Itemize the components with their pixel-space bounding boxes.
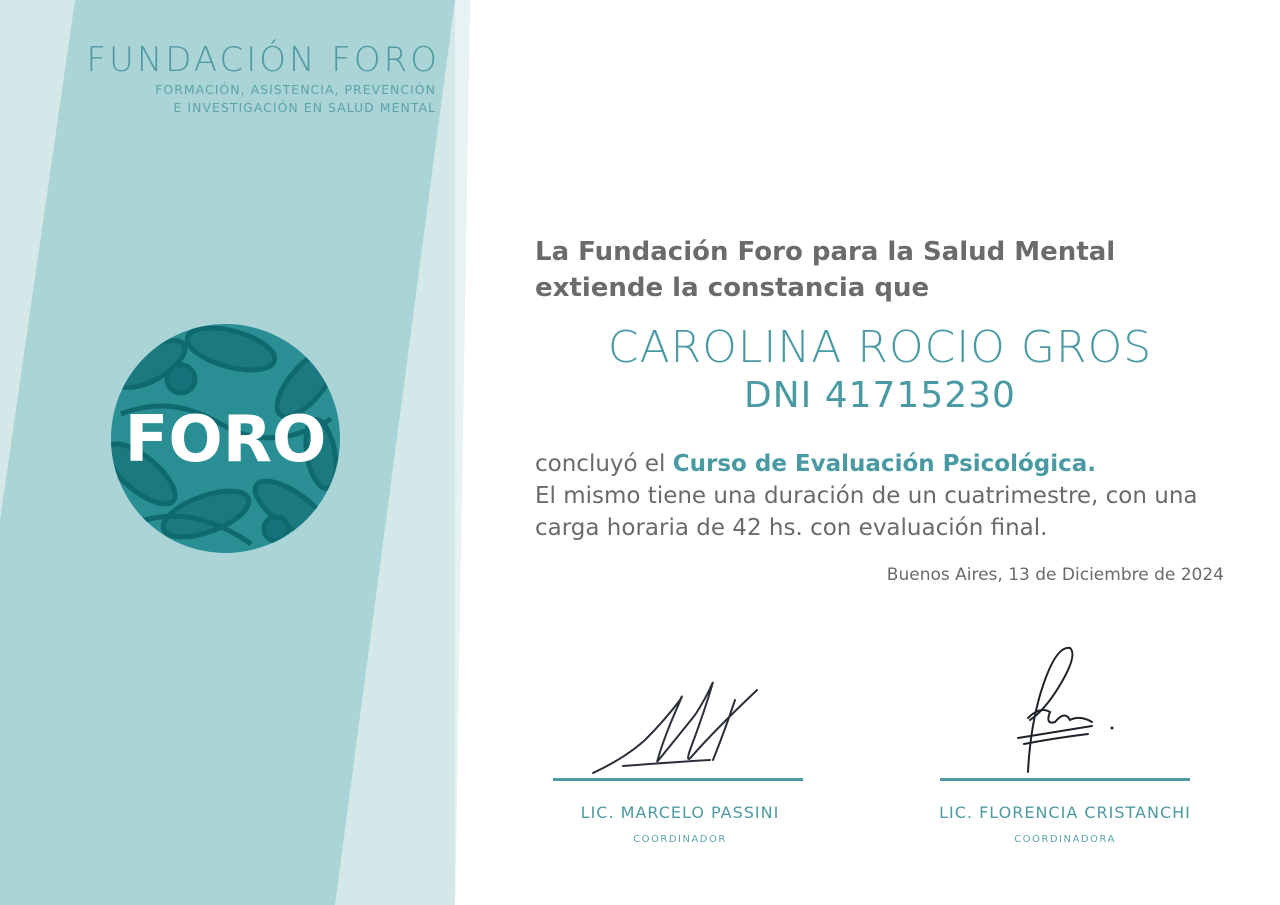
signatory-name-1: LIC. MARCELO PASSINI (580, 803, 780, 822)
organization-name: FUNDACIÓN FORO (86, 40, 440, 80)
signatory-name-2: LIC. FLORENCIA CRISTANCHI (939, 803, 1191, 822)
completion-prefix: concluyó el (535, 451, 666, 477)
issue-date: Buenos Aires, 13 de Diciembre de 2024 (886, 565, 1224, 585)
signature-line-2 (940, 778, 1190, 781)
signatory-role-1: COORDINADOR (633, 834, 727, 845)
certificate-body (535, 448, 1235, 544)
course-details: El mismo tiene una duración de un cuatrimestre, con una carga horaria de 42 hs. con evaluación final. (535, 483, 1198, 541)
signature-marcelo-passini (585, 670, 775, 780)
tagline-line-2: E INVESTIGACIÓN EN SALUD MENTAL (173, 100, 436, 115)
recipient-dni: DNI 41715230 (744, 375, 1016, 416)
signature-florencia-cristanchi (1000, 640, 1130, 780)
tagline-line-1: FORMACIÓN, ASISTENCIA, PREVENCIÓN (155, 82, 436, 97)
organization-tagline (155, 81, 436, 117)
certificate-intro: La Fundación Foro para la Salud Mental extiende la constancia que (535, 237, 1116, 303)
signature-line-1 (553, 778, 803, 781)
recipient-name: CAROLINA ROCIO GROS (607, 322, 1153, 373)
signatory-role-2: COORDINADORA (1014, 834, 1116, 845)
course-name: Curso de Evaluación Psicológica. (672, 451, 1097, 477)
logo-wordmark: FORO (124, 403, 327, 477)
